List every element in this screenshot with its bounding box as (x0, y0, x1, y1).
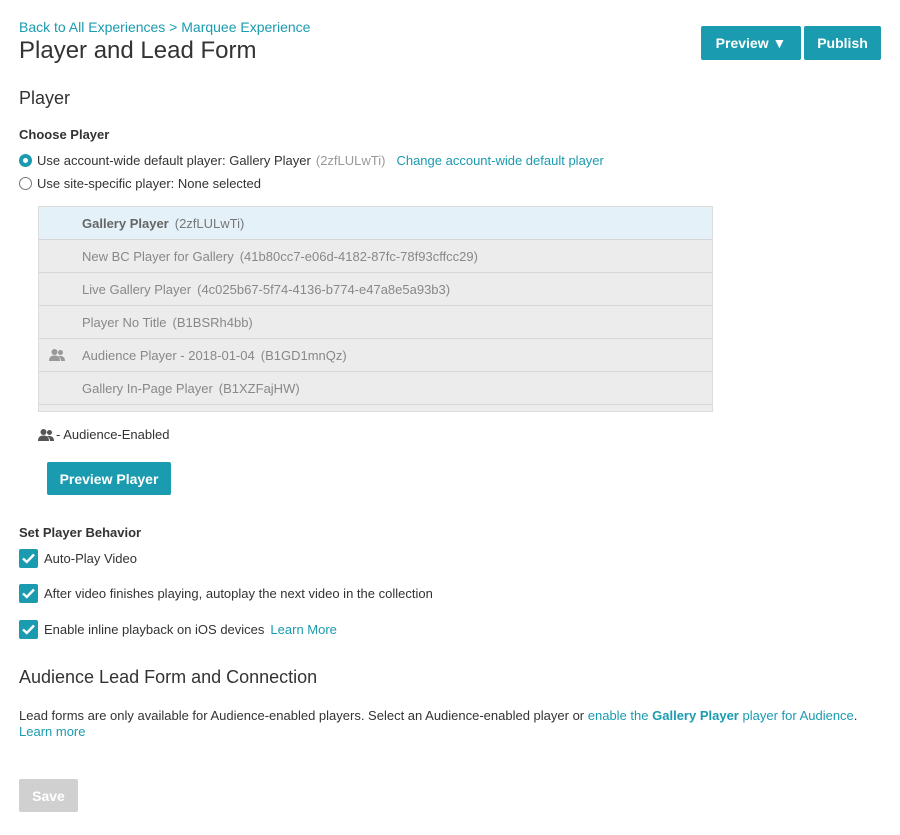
player-section-title: Player (19, 88, 71, 108)
autoplay-next-checkbox[interactable] (19, 584, 38, 603)
player-behavior-title: Set Player Behavior (19, 525, 142, 540)
enable-link-prefix: enable the (587, 708, 649, 723)
audience-icon (38, 428, 54, 442)
player-id: (B1BSRh4bb) (172, 314, 253, 330)
lead-form-text: Lead forms are only available for Audience-enabled players. Select an Audience-enabled player or (19, 708, 585, 723)
account-default-option[interactable] (19, 153, 604, 168)
player-name: New BC Player for Gallery (82, 248, 234, 264)
player-id: (2zfLULwTi) (174, 215, 245, 231)
player-list (38, 206, 713, 412)
audience-legend (38, 427, 169, 442)
player-item-live-gallery-player[interactable] (39, 273, 712, 306)
inline-learn-more-link[interactable]: Learn More (270, 622, 337, 637)
player-id: (41b80cc7-e06d-4182-87fc-78f93cffcc29) (239, 248, 478, 264)
choose-player-label: Choose Player (19, 127, 110, 142)
audience-icon (49, 348, 65, 362)
lead-form-description (19, 708, 859, 740)
page-title: Player and Lead Form (19, 37, 257, 64)
checkmark-icon (22, 588, 35, 599)
inline-playback-checkbox[interactable] (19, 620, 38, 639)
audience-legend-label: - Audience-Enabled (56, 427, 170, 442)
account-default-label: Use account-wide default player: Gallery Player (37, 153, 311, 168)
inline-playback-option[interactable] (19, 620, 337, 639)
player-name: Live Gallery Player (82, 281, 192, 297)
player-item-player-no-title[interactable] (39, 306, 712, 339)
player-item-gallery-player[interactable] (39, 207, 712, 240)
player-id: (4c025b67-5f74-4136-b774-e47a8e5a93b3) (197, 281, 451, 297)
lead-form-period: . (853, 708, 858, 723)
inline-playback-label: Enable inline playback on iOS devices (44, 622, 265, 637)
checkmark-icon (22, 624, 35, 635)
change-default-player-link[interactable]: Change account-wide default player (396, 153, 604, 168)
player-name: Gallery Player (82, 215, 169, 231)
lead-form-learn-more-link[interactable]: Learn more (19, 724, 86, 739)
site-specific-option[interactable] (19, 176, 261, 191)
preview-dropdown-button[interactable]: Preview ▼ (701, 26, 801, 60)
publish-button[interactable]: Publish (804, 26, 881, 60)
player-name: Player No Title (82, 314, 167, 330)
player-item-new-bc-player[interactable] (39, 240, 712, 273)
account-default-radio[interactable] (19, 154, 32, 167)
autoplay-checkbox[interactable] (19, 549, 38, 568)
player-id: (B1XZFajHW) (218, 380, 300, 396)
enable-link-suffix: player for Audience (742, 708, 854, 723)
player-item-audience-player[interactable] (39, 339, 712, 372)
preview-player-button[interactable]: Preview Player (47, 462, 171, 495)
site-specific-label: Use site-specific player: None selected (37, 176, 261, 191)
autoplay-next-label: After video finishes playing, autoplay the next video in the collection (44, 586, 433, 601)
breadcrumb-back-link[interactable]: Back to All Experiences > Marquee Experience (19, 19, 311, 35)
autoplay-label: Auto-Play Video (44, 551, 137, 566)
autoplay-next-option[interactable] (19, 584, 433, 603)
player-id: (B1GD1mnQz) (260, 347, 347, 363)
player-item-gallery-in-page-player[interactable] (39, 372, 712, 405)
lead-form-section-title: Audience Lead Form and Connection (19, 667, 318, 687)
site-specific-radio[interactable] (19, 177, 32, 190)
autoplay-option[interactable] (19, 549, 137, 568)
player-name: Gallery In-Page Player (82, 380, 213, 396)
save-button: Save (19, 779, 78, 812)
enable-audience-link[interactable] (588, 708, 854, 723)
player-name: Audience Player - 2018-01-04 (82, 347, 255, 363)
enable-link-player: Gallery Player (652, 708, 739, 723)
account-default-id: (2zfLULwTi) (315, 153, 386, 168)
checkmark-icon (22, 553, 35, 564)
